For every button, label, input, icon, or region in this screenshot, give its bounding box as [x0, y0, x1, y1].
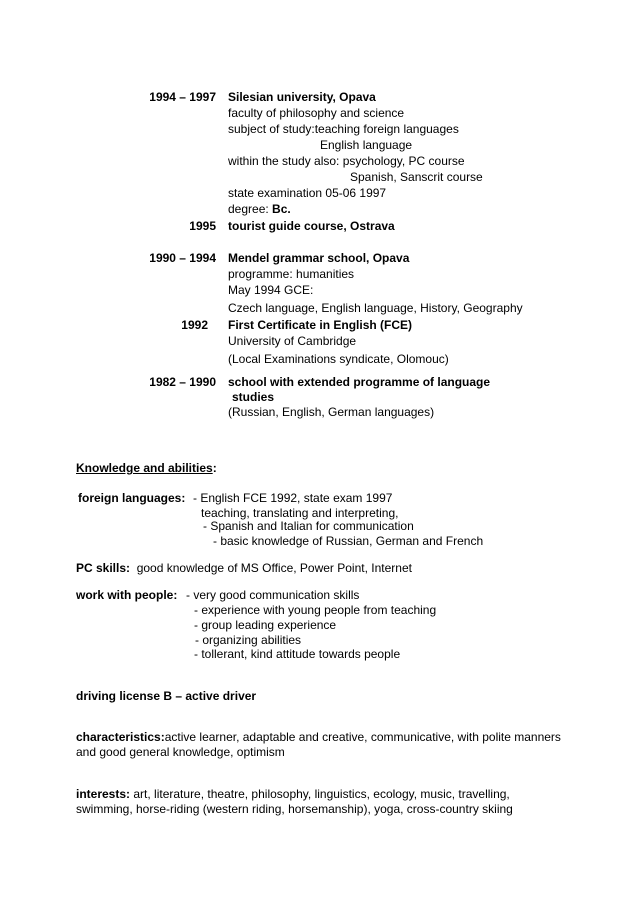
edu-line: state examination 05-06 1997: [228, 186, 387, 200]
edu-title: Silesian university, Opava: [228, 90, 376, 104]
edu-title: First Certificate in English (FCE): [228, 318, 413, 332]
people-line: - tollerant, kind attitude towards people: [194, 647, 401, 661]
edu-line: University of Cambridge: [228, 334, 357, 348]
edu-date: 1990 – 1994: [149, 251, 216, 265]
interests-label: interests:: [76, 787, 131, 801]
interests-text: art, literature, theatre, philosophy, linguistics, ecology, music, travelling,: [133, 787, 510, 801]
interests-line: [76, 786, 510, 802]
foreign-languages-label: foreign languages:: [78, 491, 186, 505]
people-line: - organizing abilities: [195, 633, 302, 647]
edu-details: [228, 266, 523, 316]
edu-title: school with extended programme of language: [228, 375, 491, 389]
edu-date: 1982 – 1990: [149, 375, 216, 389]
edu-date: 1994 – 1997: [149, 90, 216, 104]
foreign-line: - Spanish and Italian for communication: [203, 519, 414, 533]
edu-line: English language: [320, 138, 413, 152]
degree-value: Bc.: [272, 202, 291, 216]
edu-line: Spanish, Sanscrit course: [350, 170, 483, 184]
characteristics-text: active learner, adaptable and creative, communicative, with polite manners: [164, 730, 561, 744]
edu-line: within the study also: psychology, PC course: [228, 154, 465, 168]
knowledge-heading: [76, 460, 217, 476]
pc-skills: [76, 560, 412, 576]
degree-label: degree:: [228, 202, 273, 216]
foreign-line: - English FCE 1992, state exam 1997: [193, 491, 393, 505]
knowledge-heading-text: Knowledge and abilities: [76, 461, 213, 475]
edu-line: (Local Examinations syndicate, Olomouc): [228, 352, 449, 366]
interests-line2: swimming, horse-riding (western riding, horsemanship), yoga, cross-country skiing: [76, 802, 513, 816]
people-line: - group leading experience: [194, 618, 337, 632]
foreign-line: teaching, translating and interpreting,: [201, 506, 399, 520]
characteristics-label: characteristics:: [76, 730, 165, 744]
edu-date: 1992: [181, 318, 208, 332]
pc-skills-label: PC skills:: [76, 561, 131, 575]
edu-line: (Russian, English, German languages): [228, 405, 435, 419]
edu-line: subject of study:teaching foreign languages: [228, 122, 459, 136]
work-with-people-label: work with people:: [76, 588, 178, 602]
pc-skills-text: good knowledge of MS Office, Power Point, Internet: [136, 561, 412, 575]
knowledge-heading-colon: :: [212, 461, 217, 475]
people-line: - experience with young people from teaching: [194, 603, 437, 617]
edu-details: [228, 404, 434, 420]
edu-line: Czech language, English language, History, Geography: [228, 301, 523, 315]
edu-line: May 1994 GCE:: [228, 283, 314, 297]
edu-title: Mendel grammar school, Opava: [228, 251, 410, 265]
characteristics-line: [76, 729, 561, 745]
edu-line: programme: humanities: [228, 267, 355, 281]
characteristics-line2: and good general knowledge, optimism: [76, 745, 285, 759]
driving-license: driving license B – active driver: [76, 689, 257, 703]
edu-details: [228, 333, 449, 367]
edu-date: 1995: [189, 219, 216, 233]
edu-line: faculty of philosophy and science: [228, 106, 405, 120]
foreign-line: - basic knowledge of Russian, German and French: [213, 534, 484, 548]
edu-details: [228, 105, 483, 217]
people-line: - very good communication skills: [186, 588, 360, 602]
edu-degree: [228, 201, 483, 217]
edu-title-cont: studies: [232, 390, 275, 404]
edu-title: tourist guide course, Ostrava: [228, 219, 395, 233]
